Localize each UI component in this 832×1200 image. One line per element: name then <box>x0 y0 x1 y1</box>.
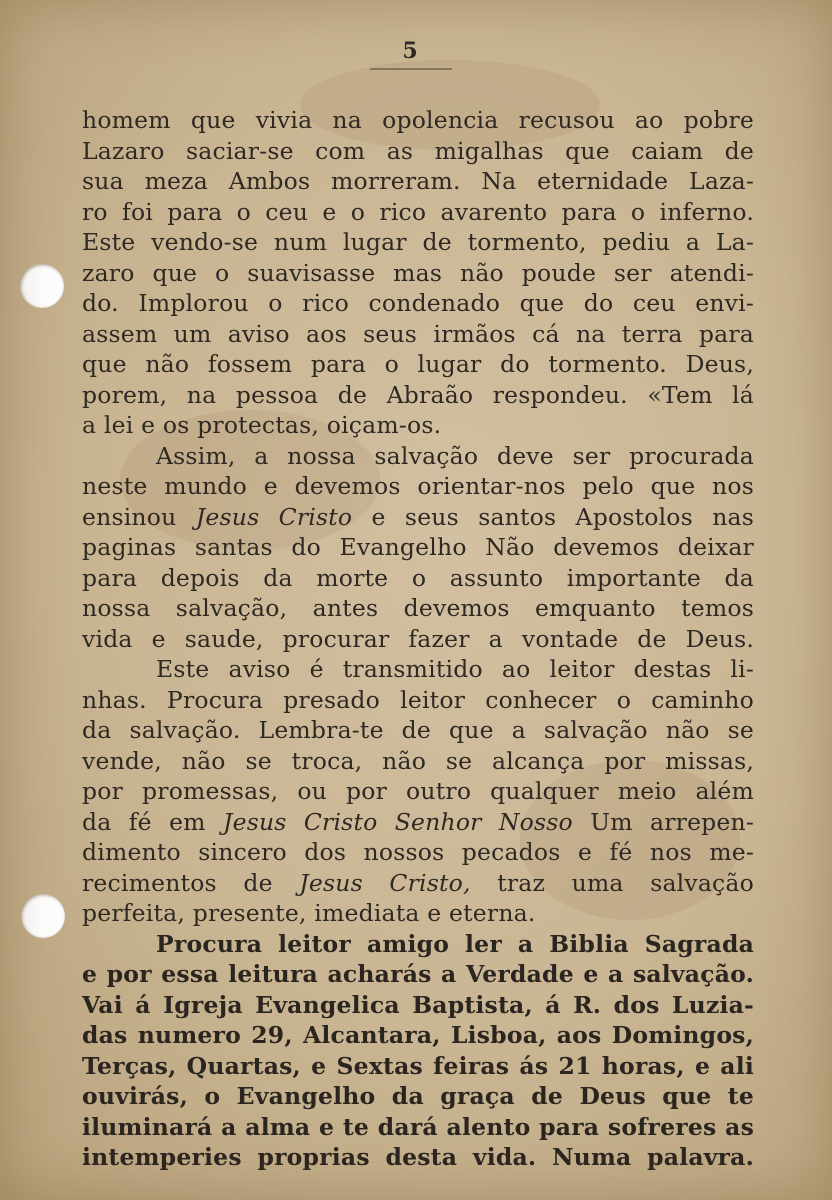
text-line: vende, não se troca, não se alcança por missas, <box>82 746 754 775</box>
punch-hole-top <box>20 264 64 308</box>
name-jesus-cristo: Jesus Cristo <box>195 502 353 531</box>
text-line: do. Implorou o rico condenado que do ceu envi- <box>82 289 754 317</box>
text-line: Assim, a nossa salvação deve ser procurada <box>156 441 754 470</box>
paragraph <box>82 105 754 441</box>
text-line <box>82 807 754 838</box>
text-line <box>82 502 754 533</box>
text-line: ouvirás, o Evangelho da graça de Deus que te <box>82 1082 754 1110</box>
text-segment: traz uma salvação <box>470 868 754 897</box>
text-line: da salvação. Lembra-te de que a salvação não se <box>82 716 754 744</box>
text-line: que não fossem para o lugar do tormento. Deus, <box>82 350 754 378</box>
name-jesus-cristo: Jesus Cristo, <box>299 868 471 897</box>
text-line: intemperies proprias desta vida. Numa palavra. <box>82 1143 754 1171</box>
text-line: sua meza Ambos morreram. Na eternidade Laza- <box>82 167 754 195</box>
text-line: Este vendo-se num lugar de tormento, pediu a La- <box>82 228 754 256</box>
text-line: dimento sincero dos nossos pecados e fé nos me- <box>82 838 754 866</box>
text-line: por promessas, ou por outro qualquer meio além <box>82 777 754 805</box>
text-line: Procura leitor amigo ler a Biblia Sagrada <box>156 929 754 958</box>
text-line: das numero 29, Alcantara, Lisboa, aos Domingos, <box>82 1021 754 1049</box>
text-line: vida e saude, procurar fazer a vontade de Deus. <box>82 624 754 653</box>
text-segment: da fé em <box>82 807 223 836</box>
text-segment: ensinou <box>82 502 196 531</box>
body-text <box>82 105 754 1173</box>
text-line: nhas. Procura presado leitor conhecer o caminho <box>82 685 754 714</box>
text-line: zaro que o suavisasse mas não poude ser atendi- <box>82 258 754 287</box>
text-line: neste mundo e devemos orientar-nos pelo que nos <box>82 472 754 500</box>
text-line: assem um aviso aos seus irmãos cá na terra para <box>82 319 754 348</box>
text-line: nossa salvação, antes devemos emquanto temos <box>82 594 754 622</box>
paragraph <box>82 441 754 655</box>
text-segment: e seus santos Apostolos nas <box>352 502 754 531</box>
text-line: e por essa leitura acharás a Verdade e a salvação. <box>82 960 754 988</box>
text-line: para depois da morte o assunto importante da <box>82 563 754 592</box>
text-line: porem, na pessoa de Abraão respondeu. «Tem lá <box>82 380 754 409</box>
text-line: Terças, Quartas, e Sextas feiras ás 21 horas, e ali <box>82 1051 754 1080</box>
name-jesus-cristo-senhor: Jesus Cristo Senhor Nosso <box>222 807 573 836</box>
text-line: Vai á Igreja Evangelica Baptista, á R. dos Luzia- <box>82 990 754 1019</box>
text-line: ro foi para o ceu e o rico avarento para o inferno. <box>82 197 754 226</box>
text-line: Este aviso é transmitido ao leitor destas li- <box>156 655 754 683</box>
text-segment: Um arrepen- <box>572 807 754 836</box>
text-line: iluminará a alma e te dará alento para sofreres as <box>82 1112 754 1141</box>
text-line: a lei e os protectas, oiçam-os. <box>82 411 442 439</box>
text-segment: recimentos de <box>82 868 300 897</box>
text-line: Lazaro saciar-se com as migalhas que caiam de <box>82 136 754 165</box>
text-line: homem que vivia na opolencia recusou ao pobre <box>82 106 754 134</box>
page-number: 5 <box>402 38 418 64</box>
text-line <box>82 868 754 899</box>
paragraph <box>82 654 754 929</box>
page-number-rule <box>370 68 452 70</box>
text-line: perfeita, presente, imediata e eterna. <box>82 899 536 927</box>
punch-hole-bottom <box>21 894 65 938</box>
paragraph <box>82 929 754 1173</box>
text-line: paginas santas do Evangelho Não devemos deixar <box>82 533 754 561</box>
